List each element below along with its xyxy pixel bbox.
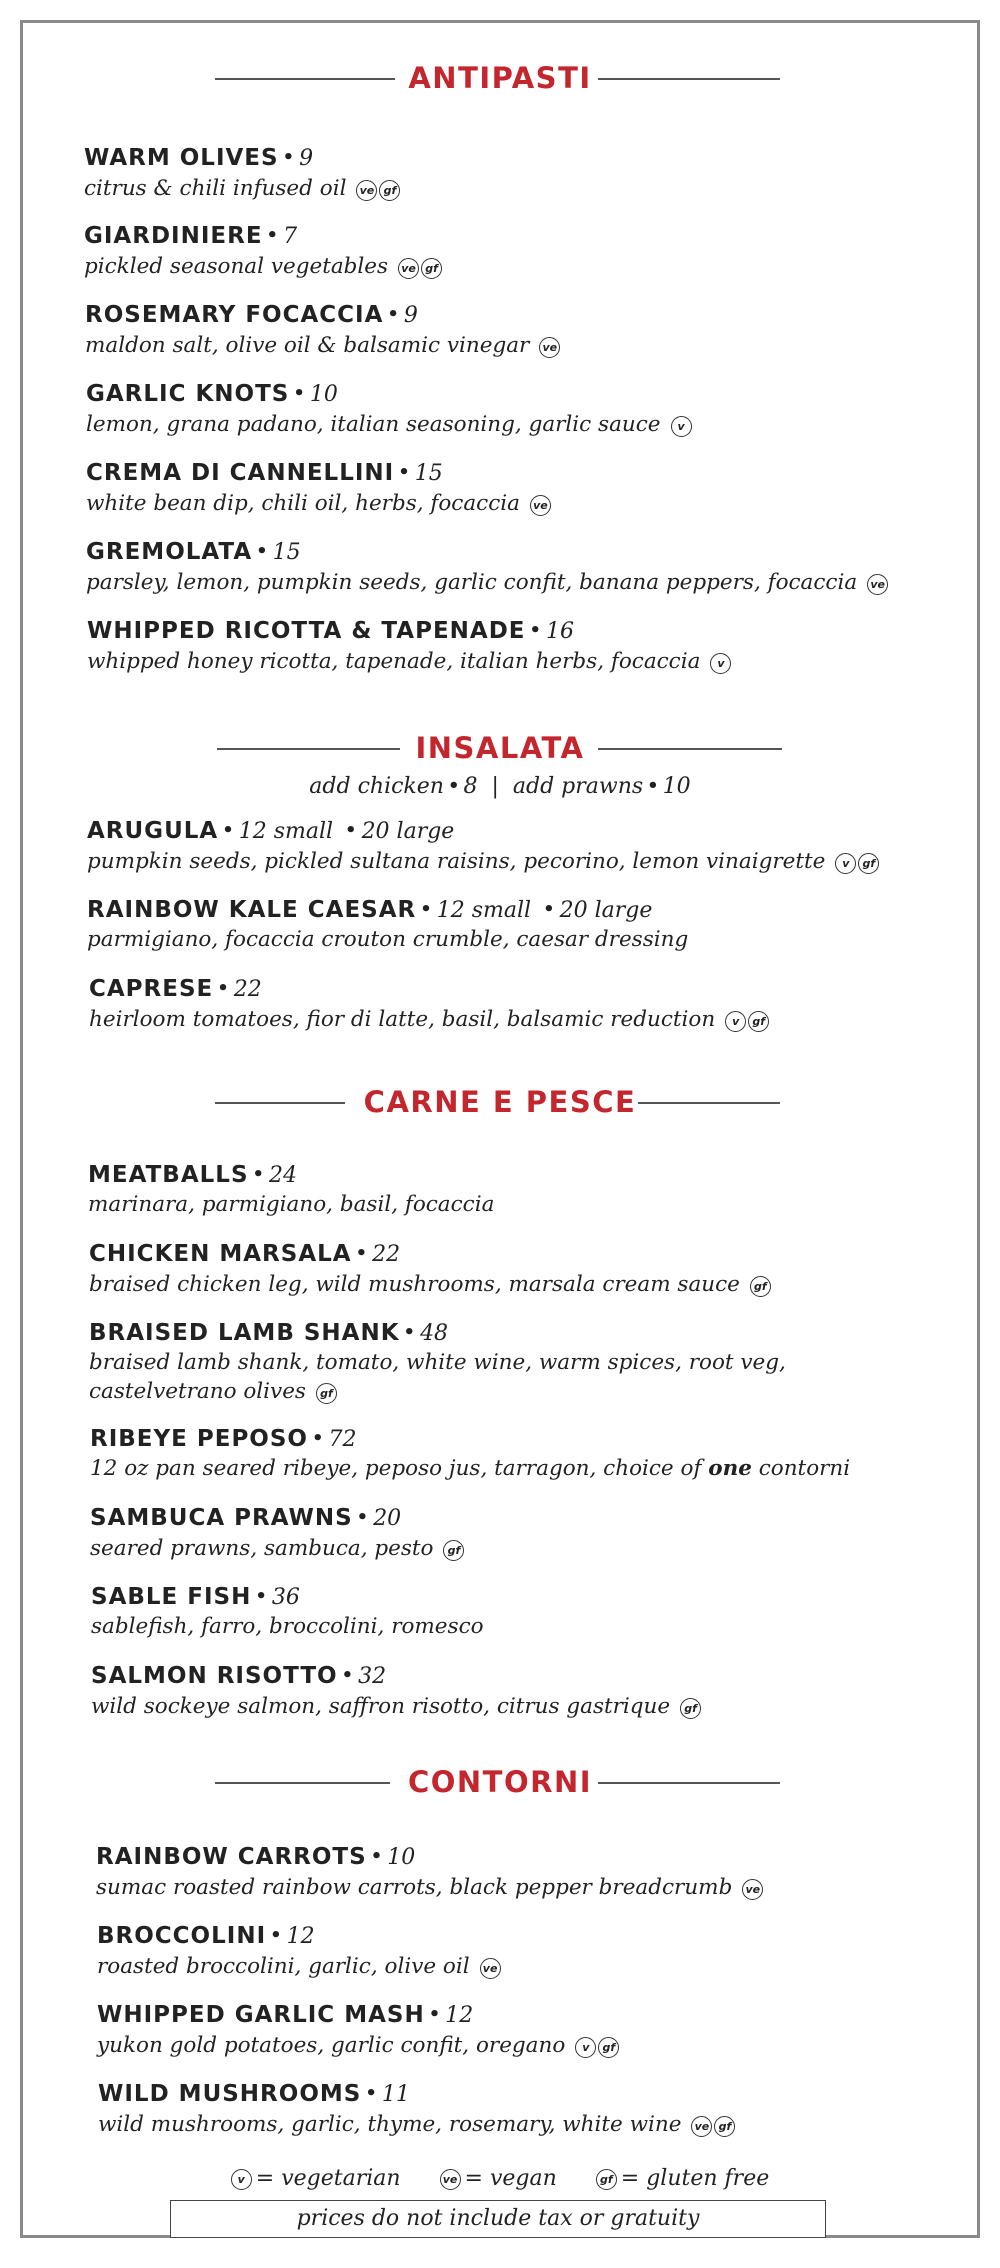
item-description: wild sockeye salmon, saffron risotto, citrus gastrique [91, 1694, 671, 1719]
item-description: braised chicken leg, wild mushrooms, marsala cream sauce [89, 1272, 740, 1297]
item-price: 12 [286, 1924, 315, 1949]
item-description: wild mushrooms, garlic, thyme, rosemary, white wine [98, 2112, 682, 2137]
add-protein-options: add chicken • 8 | add prawns • 10 [309, 774, 691, 799]
menu-item-garlic-knots: GARLIC KNOTS • 10 lemon, grana padano, italian seasoning, garlic sauce v [86, 380, 694, 439]
item-description: roasted broccolini, garlic, olive oil [97, 1954, 470, 1979]
item-description: lemon, grana padano, italian seasoning, garlic sauce [86, 412, 661, 437]
gluten-free-icon: gf [680, 1698, 701, 1719]
item-name: GARLIC KNOTS [86, 381, 290, 407]
section-insalata [0, 728, 1000, 799]
vegetarian-icon: v [835, 853, 856, 874]
tax-gratuity-footnote: prices do not include tax or gratuity [170, 2200, 826, 2238]
item-name: GIARDINIERE [84, 223, 263, 249]
section-title: INSALATA [415, 731, 585, 765]
item-price: 11 [381, 2082, 410, 2107]
item-price: 20 [373, 1506, 402, 1531]
add-prawns-label: add prawns [512, 774, 644, 799]
item-description: pickled seasonal vegetables [84, 254, 389, 279]
item-name: RIBEYE PEPOSO [90, 1426, 308, 1452]
item-name: GREMOLATA [86, 539, 253, 565]
item-description: parmigiano, focaccia crouton crumble, caesar dressing [87, 927, 689, 952]
menu-item-chicken-marsala: CHICKEN MARSALA • 22 braised chicken leg, wild mushrooms, marsala cream sauce gf [89, 1240, 773, 1299]
item-description: white bean dip, chili oil, herbs, focaccia [86, 491, 520, 516]
item-price: 15 [272, 540, 301, 565]
item-name: BRAISED LAMB SHANK [89, 1320, 400, 1346]
item-name: SALMON RISOTTO [91, 1663, 338, 1689]
item-name: CREMA DI CANNELLINI [86, 460, 395, 486]
item-name: SAMBUCA PRAWNS [90, 1505, 353, 1531]
separator: | [491, 774, 499, 799]
item-description: sumac roasted rainbow carrots, black pepper breadcrumb [96, 1875, 733, 1900]
section-carne-e-pesce [0, 1082, 1000, 1122]
menu-item-sable-fish: SABLE FISH • 36 sablefish, farro, broccolini, romesco [91, 1584, 484, 1639]
vegan-icon: ve [356, 180, 377, 201]
item-name: RAINBOW KALE CAESAR [87, 897, 417, 923]
vegetarian-icon: v [725, 1011, 746, 1032]
item-name: CHICKEN MARSALA [89, 1241, 352, 1267]
menu-item-meatballs: MEATBALLS • 24 marinara, parmigiano, basil, focaccia [88, 1162, 495, 1217]
section-contorni [0, 1762, 1000, 1802]
gluten-free-icon: gf [316, 1383, 337, 1404]
item-price-small: 12 small [436, 898, 532, 923]
item-price: 16 [546, 619, 575, 644]
item-name: CAPRESE [89, 976, 214, 1002]
item-description: citrus & chili infused oil [84, 176, 347, 201]
section-header [0, 1082, 1000, 1122]
item-description: 12 oz pan seared ribeye, peposo jus, tarragon, choice of [90, 1456, 709, 1481]
dietary-legend [0, 2166, 1000, 2191]
vegetarian-icon: v [710, 653, 731, 674]
menu-item-salmon-risotto: SALMON RISOTTO • 32 wild sockeye salmon, saffron risotto, citrus gastrique gf [91, 1662, 703, 1721]
add-prawns-price: 10 [662, 774, 691, 799]
gluten-free-icon: gf [598, 2037, 619, 2058]
vegan-icon: ve [398, 258, 419, 279]
gluten-free-icon: gf [443, 1540, 464, 1561]
menu-item-ribeye-peposo: RIBEYE PEPOSO • 72 12 oz pan seared ribeye, peposo jus, tarragon, choice of one contorni [90, 1426, 851, 1481]
item-description-emphasis: one [708, 1456, 752, 1481]
item-price: 72 [328, 1427, 357, 1452]
add-chicken-price: 8 [463, 774, 478, 799]
item-description: seared prawns, sambuca, pesto [90, 1536, 434, 1561]
item-name: WARM OLIVES [84, 145, 279, 171]
item-price: 24 [269, 1163, 298, 1188]
item-price: 10 [309, 382, 338, 407]
item-description: sablefish, farro, broccolini, romesco [91, 1614, 484, 1639]
item-price: 22 [372, 1242, 401, 1267]
menu-item-giardiniere: GIARDINIERE • 7 pickled seasonal vegetables ve gf [84, 222, 444, 281]
section-title: CONTORNI [407, 1765, 593, 1799]
vegan-icon: ve [691, 2116, 712, 2137]
vegetarian-icon: v [231, 2169, 252, 2190]
vegan-icon: ve [539, 337, 560, 358]
gluten-free-icon: gf [421, 258, 442, 279]
item-name: MEATBALLS [88, 1162, 249, 1188]
item-name: WILD MUSHROOMS [98, 2081, 362, 2107]
menu-item-broccolini: BROCCOLINI • 12 roasted broccolini, garlic, olive oil ve [97, 1922, 503, 1981]
item-name: BROCCOLINI [97, 1923, 267, 1949]
section-title: ANTIPASTI [408, 61, 592, 95]
gluten-free-icon: gf [750, 1276, 771, 1297]
item-price: 36 [271, 1585, 300, 1610]
item-name: SABLE FISH [91, 1584, 252, 1610]
item-description-tail: contorni [751, 1456, 851, 1481]
menu-item-caprese: CAPRESE • 22 heirloom tomatoes, fior di latte, basil, balsamic reduction v gf [89, 975, 771, 1034]
section-antipasti [0, 58, 1000, 98]
menu-item-sambuca-prawns: SAMBUCA PRAWNS • 20 seared prawns, sambuca, pesto gf [90, 1504, 466, 1563]
section-header [0, 58, 1000, 98]
item-price: 9 [403, 303, 418, 328]
item-description-cont: castelvetrano olives [89, 1379, 306, 1404]
item-description: heirloom tomatoes, fior di latte, basil, balsamic reduction [89, 1007, 716, 1032]
add-chicken-label: add chicken [309, 774, 444, 799]
item-price-large: 20 large [361, 819, 455, 844]
gluten-free-icon: gf [596, 2169, 617, 2190]
vegan-icon: ve [867, 574, 888, 595]
item-name: WHIPPED GARLIC MASH [97, 2002, 425, 2028]
item-description: pumpkin seeds, pickled sultana raisins, pecorino, lemon vinaigrette [87, 849, 826, 874]
legend-gluten-free [596, 2166, 769, 2191]
item-description: yukon gold potatoes, garlic confit, oregano [97, 2033, 566, 2058]
item-price: 32 [358, 1664, 387, 1689]
item-description: marinara, parmigiano, basil, focaccia [88, 1192, 495, 1217]
gluten-free-icon: gf [714, 2116, 735, 2137]
vegan-icon: ve [742, 1879, 763, 1900]
item-description: parsley, lemon, pumpkin seeds, garlic confit, banana peppers, focaccia [86, 570, 858, 595]
menu-item-whipped-garlic-mash: WHIPPED GARLIC MASH • 12 yukon gold potatoes, garlic confit, oregano v gf [97, 2001, 621, 2060]
menu-item-wild-mushrooms: WILD MUSHROOMS • 11 wild mushrooms, garlic, thyme, rosemary, white wine ve gf [98, 2080, 737, 2139]
item-price: 48 [420, 1321, 449, 1346]
legend-vegan [440, 2166, 557, 2191]
menu-item-arugula: ARUGULA • 12 small • 20 large pumpkin seeds, pickled sultana raisins, pecorino, lemon vinaigrette v gf [87, 817, 881, 876]
item-description: maldon salt, olive oil & balsamic vinegar [85, 333, 530, 358]
vegetarian-icon: v [671, 416, 692, 437]
legend-label: = vegetarian [255, 2166, 401, 2191]
item-description: braised lamb shank, tomato, white wine, warm spices, root veg, [89, 1350, 786, 1375]
section-title: CARNE E PESCE [363, 1085, 637, 1119]
legend-label: = vegan [464, 2166, 557, 2191]
item-price-small: 12 small [238, 819, 334, 844]
item-price: 12 [445, 2003, 474, 2028]
item-name: WHIPPED RICOTTA & TAPENADE [87, 618, 526, 644]
item-name: ARUGULA [87, 818, 219, 844]
vegan-icon: ve [440, 2169, 461, 2190]
menu-item-warm-olives: WARM OLIVES • 9 citrus & chili infused oil ve gf [84, 144, 402, 203]
legend-label: = gluten free [620, 2166, 770, 2191]
item-description: whipped honey ricotta, tapenade, italian herbs, focaccia [87, 649, 701, 674]
item-price: 10 [387, 1845, 416, 1870]
item-price: 9 [299, 146, 314, 171]
gluten-free-icon: gf [858, 853, 879, 874]
menu-item-gremolata: GREMOLATA • 15 parsley, lemon, pumpkin seeds, garlic confit, banana peppers, focaccia ve [86, 538, 890, 597]
menu-item-rosemary-focaccia: ROSEMARY FOCACCIA • 9 maldon salt, olive oil & balsamic vinegar ve [85, 301, 562, 360]
menu-item-rainbow-carrots: RAINBOW CARROTS • 10 sumac roasted rainbow carrots, black pepper breadcrumb ve [96, 1843, 765, 1902]
section-header [0, 1762, 1000, 1802]
vegan-icon: ve [480, 1958, 501, 1979]
item-price: 7 [283, 224, 298, 249]
menu-item-whipped-ricotta-tapenade: WHIPPED RICOTTA & TAPENADE • 16 whipped honey ricotta, tapenade, italian herbs, focaccia v [87, 617, 733, 676]
item-name: RAINBOW CARROTS [96, 1844, 367, 1870]
vegan-icon: ve [530, 495, 551, 516]
menu-item-crema-di-cannellini: CREMA DI CANNELLINI • 15 white bean dip, chili oil, herbs, focaccia ve [86, 459, 553, 518]
legend-vegetarian [231, 2166, 401, 2191]
item-name: ROSEMARY FOCACCIA [85, 302, 384, 328]
menu-item-braised-lamb-shank: BRAISED LAMB SHANK • 48 braised lamb shank, tomato, white wine, warm spices, root veg, castelvetrano olives gf [89, 1320, 786, 1404]
gluten-free-icon: gf [748, 1011, 769, 1032]
menu-item-rainbow-kale-caesar: RAINBOW KALE CAESAR • 12 small • 20 large parmigiano, focaccia crouton crumble, caesar dressing [87, 897, 689, 952]
section-header [0, 728, 1000, 768]
vegetarian-icon: v [575, 2037, 596, 2058]
gluten-free-icon: gf [379, 180, 400, 201]
item-price: 22 [233, 977, 262, 1002]
item-price-large: 20 large [559, 898, 653, 923]
item-price: 15 [414, 461, 443, 486]
